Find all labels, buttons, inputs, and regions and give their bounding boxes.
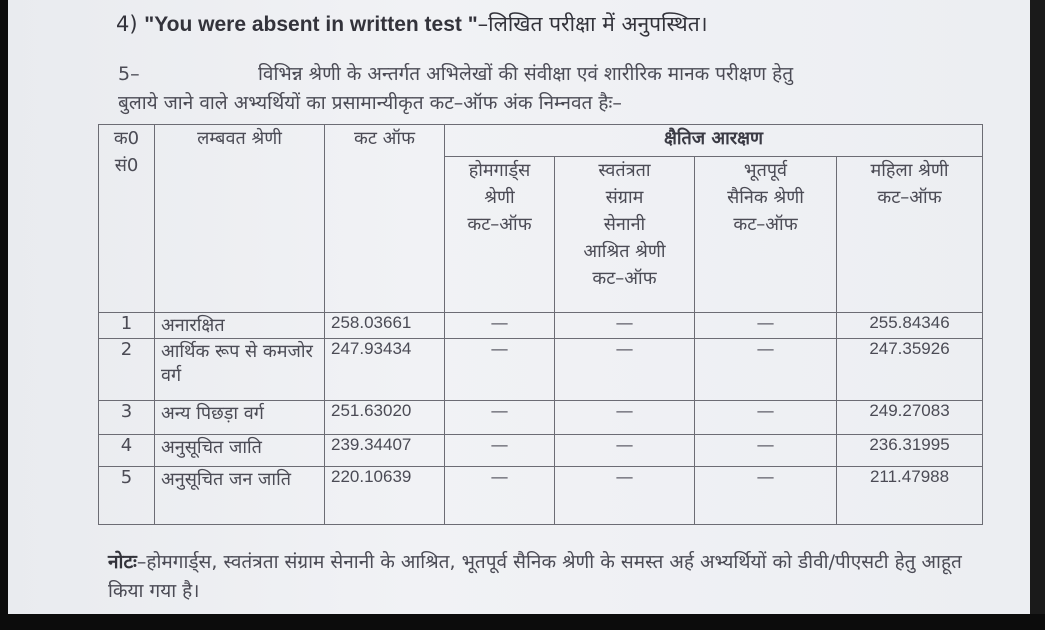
homeguard-value: — [445, 467, 555, 525]
homeguard-value: — [445, 339, 555, 401]
note-paragraph [108, 548, 978, 606]
serial-no: 5 [99, 467, 155, 525]
serial-no: 1 [99, 313, 155, 339]
category: आर्थिक रूप से कमजोर वर्ग [155, 339, 325, 401]
note-label: नोटः [108, 551, 137, 573]
point-4-heading [116, 10, 708, 38]
ex-serviceman-value: — [695, 435, 837, 467]
category: अनुसूचित जाति [155, 435, 325, 467]
page-edge-shadow [1030, 0, 1045, 630]
freedom-fighter-value: — [555, 435, 695, 467]
absent-remark-hindi: –लिखित परीक्षा में अनुपस्थित। [477, 12, 708, 36]
category: अनारक्षित [155, 313, 325, 339]
women-cutoff-value: 255.84346 [837, 313, 983, 339]
table-row [99, 401, 983, 435]
cutoff-table [98, 124, 983, 525]
table-row [99, 339, 983, 401]
ex-serviceman-value: — [695, 339, 837, 401]
header-serial-no: क0 सं0 [99, 125, 155, 313]
serial-no: 2 [99, 339, 155, 401]
table-row [99, 313, 983, 339]
women-cutoff-value: 211.47988 [837, 467, 983, 525]
ex-serviceman-value: — [695, 313, 837, 339]
header-horizontal-reservation: क्षैतिज आरक्षण [445, 125, 983, 157]
women-cutoff-value: 249.27083 [837, 401, 983, 435]
cutoff-value: 247.93434 [325, 339, 445, 401]
cutoff-value: 220.10639 [325, 467, 445, 525]
header-homeguard-cutoff: होमगार्ड्स श्रेणी कट–ऑफ [445, 157, 555, 313]
header-freedom-fighter-cutoff: स्वतंत्रता संग्राम सेनानी आश्रित श्रेणी कट–ऑफ [555, 157, 695, 313]
table-row [99, 435, 983, 467]
category: अनुसूचित जन जाति [155, 467, 325, 525]
cutoff-value: 258.03661 [325, 313, 445, 339]
header-vertical-category: लम्बवत श्रेणी [155, 125, 325, 313]
category: अन्य पिछड़ा वर्ग [155, 401, 325, 435]
header-cutoff: कट ऑफ [325, 125, 445, 313]
homeguard-value: — [445, 313, 555, 339]
cutoff-value: 251.63020 [325, 401, 445, 435]
ex-serviceman-value: — [695, 401, 837, 435]
cutoff-value: 239.34407 [325, 435, 445, 467]
serial-no: 4 [99, 435, 155, 467]
point-number: 5– [118, 63, 140, 85]
ex-serviceman-value: — [695, 467, 837, 525]
women-cutoff-value: 236.31995 [837, 435, 983, 467]
freedom-fighter-value: — [555, 339, 695, 401]
serial-no: 3 [99, 401, 155, 435]
header-ex-serviceman-cutoff: भूतपूर्व सैनिक श्रेणी कट–ऑफ [695, 157, 837, 313]
homeguard-value: — [445, 401, 555, 435]
header-women-cutoff: महिला श्रेणी कट–ऑफ [837, 157, 983, 313]
freedom-fighter-value: — [555, 313, 695, 339]
point-number: 4) [116, 12, 138, 36]
point-5-paragraph [118, 60, 988, 118]
absent-remark-english: "You were absent in written test " [144, 13, 478, 36]
freedom-fighter-value: — [555, 467, 695, 525]
women-cutoff-value: 247.35926 [837, 339, 983, 401]
note-text: –होमगार्ड्स, स्वतंत्रता संग्राम सेनानी के आश्रित, भूतपूर्व सैनिक श्रेणी के समस्त अर्ह अभ्यर्थियों को डीवी/पीएसटी हेतु आहूत किया गया है। [108, 551, 962, 602]
paragraph-line-2: बुलाये जाने वाले अभ्यर्थियों का प्रसामान्यीकृत कट–ऑफ अंक निम्नवत हैः– [118, 92, 622, 114]
homeguard-value: — [445, 435, 555, 467]
table-row [99, 467, 983, 525]
bottom-dark-band [0, 614, 1045, 630]
paragraph-line-1: विभिन्न श्रेणी के अन्तर्गत अभिलेखों की संवीक्षा एवं शारीरिक मानक परीक्षण हेतु [258, 63, 794, 85]
freedom-fighter-value: — [555, 401, 695, 435]
